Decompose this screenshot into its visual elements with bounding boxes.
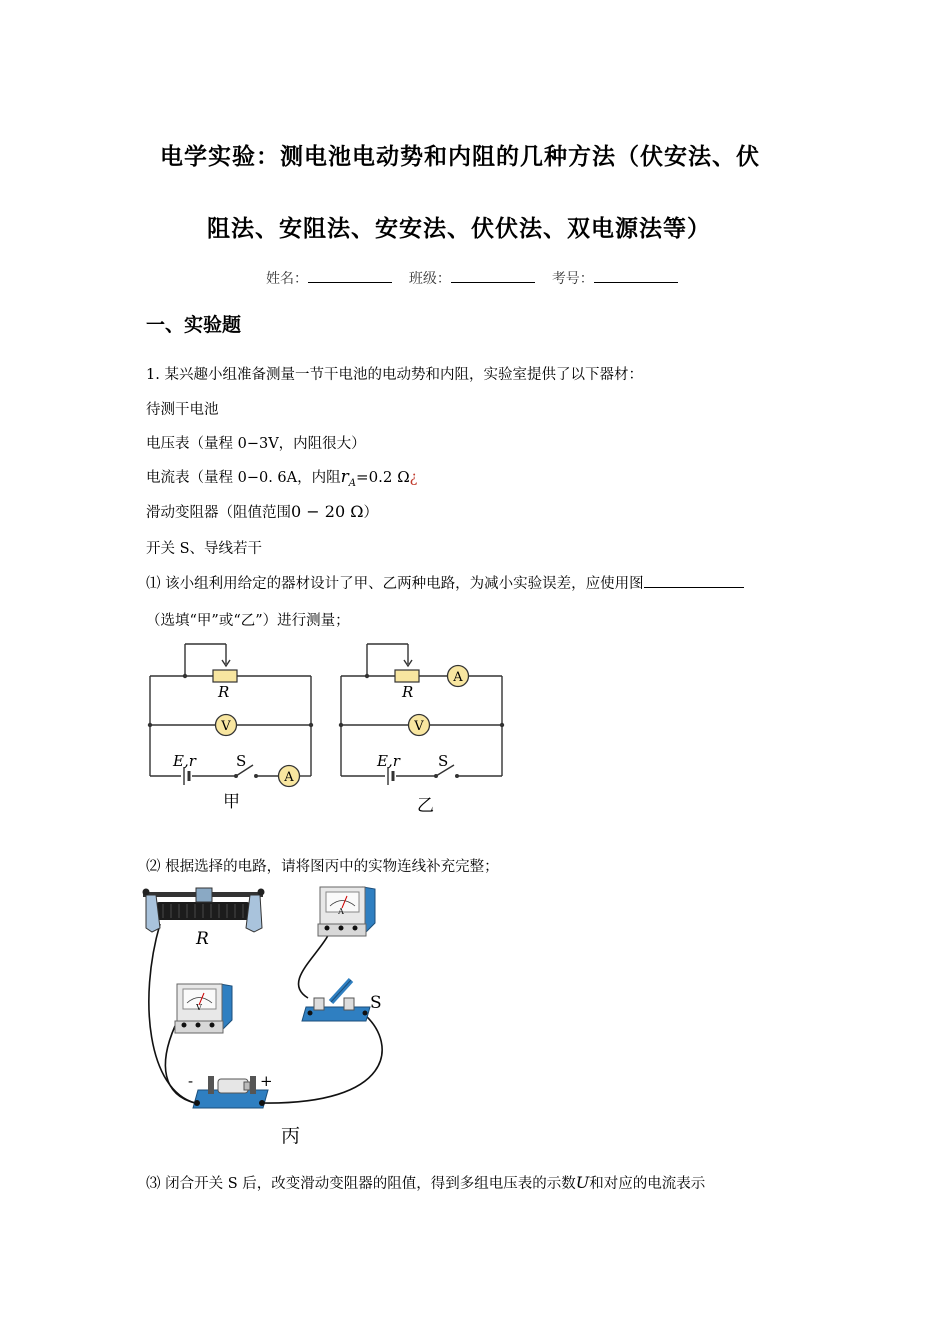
rheostat-suffix: ） [363,505,378,521]
battery-label: E,r [377,752,400,770]
ammeter-label: A [453,670,463,685]
ammeter-artifact: ¿ [409,470,418,486]
rheostat-label: R [196,929,209,949]
figure-caption: 甲 [223,792,240,812]
resistor-label: R [402,683,414,701]
part2-text: ⑵ 根据选择的电路，请将图丙中的实物连线补充完整； [146,859,499,875]
battery-minus-sign: - [188,1072,194,1090]
part1-answer-blank[interactable] [644,573,744,588]
title-line-1: 电学实验：测电池电动势和内阻的几种方法（伏安法、伏 [160,144,760,170]
rheostat-device [143,888,265,932]
voltmeter-label: V [221,719,231,734]
switch-device [302,980,370,1021]
switch-label: S [370,993,382,1013]
resistor-label: R [218,683,230,701]
battery-holder-device [193,1076,268,1108]
rheostat-text: 滑动变阻器（阻值范围 [146,505,291,521]
item-voltmeter: 电压表（量程 0−3V，内阻很大） [146,436,366,452]
item-ammeter [146,466,417,489]
class-blank[interactable] [451,268,535,283]
circuit-diagram-jia [140,635,325,825]
battery-plus-sign: + [260,1072,273,1090]
item-battery: 待测干电池 [146,402,219,418]
figure-caption: 丙 [281,1125,301,1147]
part3-variable: U [575,1173,590,1192]
section-title: 一、实验题 [146,314,242,336]
name-blank[interactable] [308,268,392,283]
part1-text: ⑴ 该小组利用给定的器材设计了甲、乙两种电路，为减小实验误差，应使用图 [146,576,644,592]
voltmeter-device [175,984,232,1033]
item-rheostat [146,501,378,522]
figure-caption: 乙 [417,796,434,816]
exam-label: 考号： [551,271,594,287]
voltmeter-label: V [414,719,424,734]
circuit-diagram-yi [331,635,516,825]
voltmeter-dial-letter: V [196,1003,202,1012]
exam-number-blank[interactable] [594,268,678,283]
student-info [266,268,678,288]
part3-suffix: 和对应的电流表示 [589,1176,706,1192]
switch-label: S [438,752,449,770]
ammeter-r-subscript: A [348,477,356,489]
apparatus-diagram-bing [138,880,408,1155]
question-intro: 1. 某兴趣小组准备测量一节干电池的电动势和内阻，实验室提供了以下器材： [146,367,643,383]
part1-line-1 [146,572,744,593]
switch-label: S [236,752,247,770]
ammeter-r-value: =0.2 Ω [356,468,410,486]
ammeter-text: 电流表（量程 0−0. 6A，内阻 [146,470,341,486]
part3-text [146,1172,705,1193]
ammeter-device [318,887,375,936]
ammeter-label: A [284,770,294,785]
part3-prefix: ⑶ 闭合开关 S 后，改变滑动变阻器的阻值，得到多组电压表的示数 [146,1176,576,1192]
class-label: 班级： [408,271,451,287]
item-switch: 开关 S、导线若干 [146,541,263,557]
rheostat-range: 0 − 20 Ω [291,502,364,521]
rheostat-r-symbol [395,670,419,682]
part1-line-2: （选填“甲”或“乙”）进行测量； [146,613,350,629]
rheostat-r-symbol [213,670,237,682]
title-line-2: 阻法、安阻法、安安法、伏伏法、双电源法等） [207,216,711,242]
name-label: 姓名： [266,271,308,287]
ammeter-dial-letter: A [338,907,344,916]
battery-label: E,r [173,752,196,770]
ammeter-r: r [340,467,349,487]
